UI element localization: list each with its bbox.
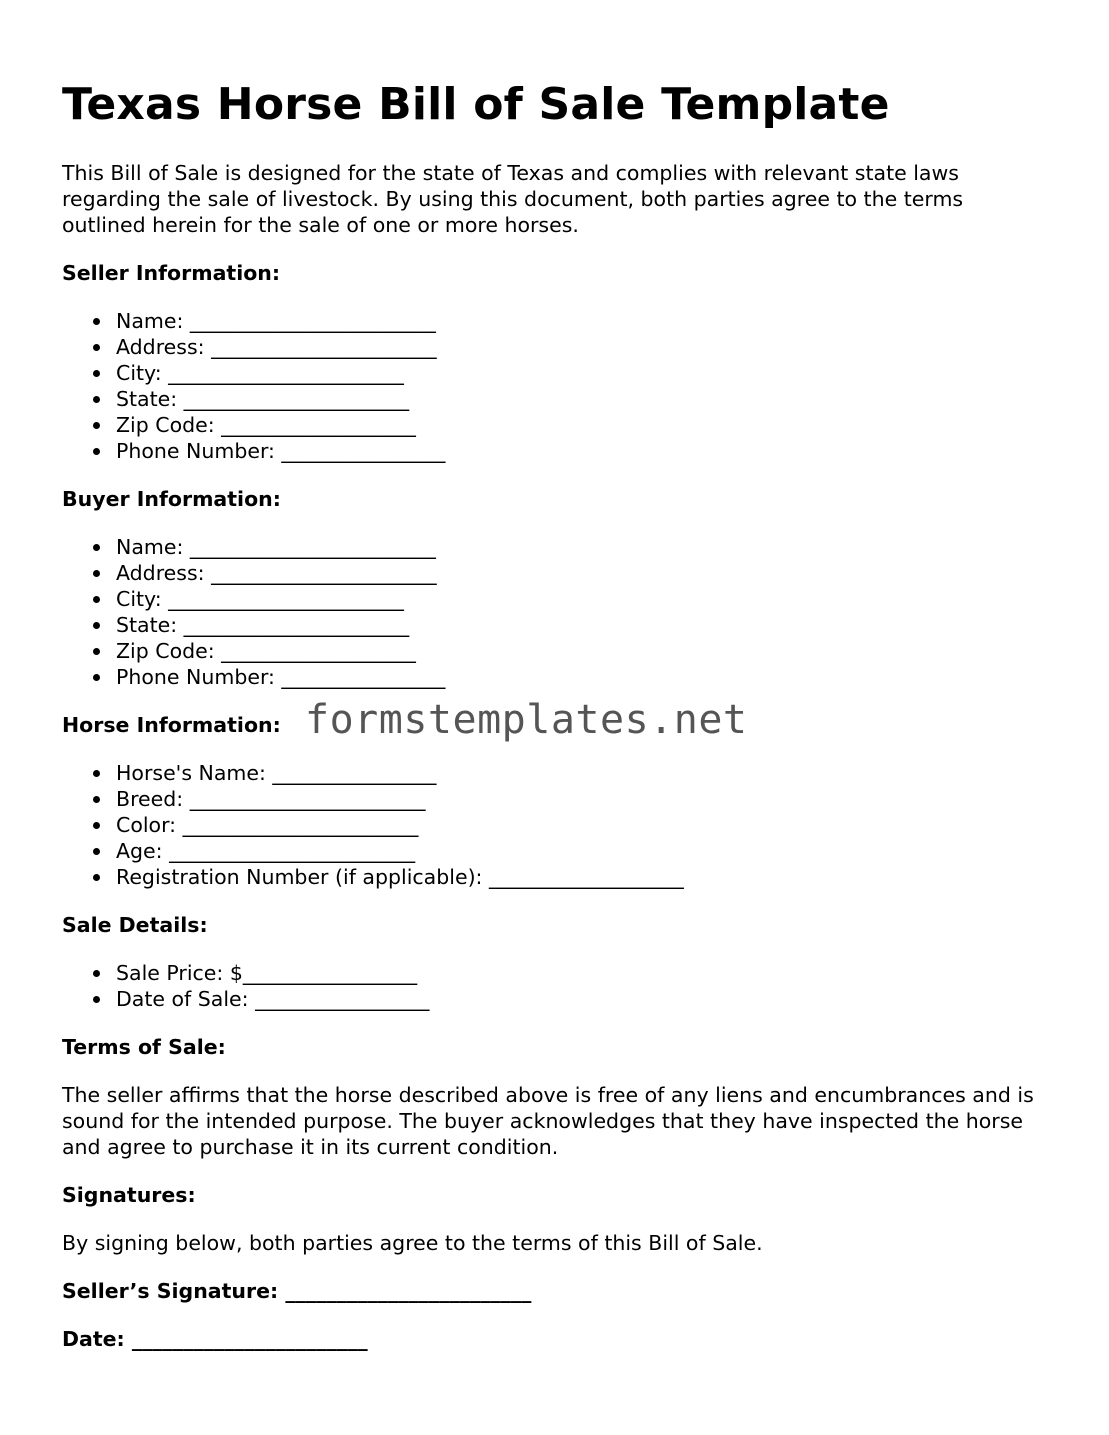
seller-name-field: Name: ________________________	[116, 308, 1052, 334]
buyer-city-field: City: _______________________	[116, 586, 1052, 612]
seller-fields	[62, 308, 1052, 464]
terms-heading: Terms of Sale:	[62, 1035, 226, 1059]
horse-color-field: Color: _______________________	[116, 812, 1052, 838]
buyer-state-field: State: ______________________	[116, 612, 1052, 638]
horse-fields	[62, 760, 1052, 890]
horse-registration-field: Registration Number (if applicable): ___________________	[116, 864, 1052, 890]
seller-heading: Seller Information:	[62, 261, 281, 285]
signatures-paragraph: By signing below, both parties agree to the terms of this Bill of Sale.	[62, 1231, 763, 1255]
buyer-fields	[62, 534, 1052, 690]
intro-paragraph: This Bill of Sale is designed for the state of Texas and complies with relevant state laws regarding the sale of livestock. By using this document, both parties agree to the terms outlined herein for the sale of one or more horses.	[62, 161, 964, 237]
document-title: Texas Horse Bill of Sale Template	[62, 79, 890, 130]
seller-address-field: Address: ______________________	[116, 334, 1052, 360]
sale-date-field: Date of Sale: _________________	[116, 986, 1052, 1012]
buyer-address-field: Address: ______________________	[116, 560, 1052, 586]
signatures-heading: Signatures:	[62, 1183, 196, 1207]
horse-heading: Horse Information:	[62, 713, 281, 737]
terms-paragraph: The seller affirms that the horse described above is free of any liens and encumbrances and is sound for the intended purpose. The buyer acknowledges that they have inspected the horse and agree to purchase it in its current condition.	[62, 1083, 1034, 1159]
buyer-phone-field: Phone Number: ________________	[116, 664, 1052, 690]
watermark-text: formstemplates.net	[305, 697, 748, 743]
seller-city-field: City: _______________________	[116, 360, 1052, 386]
sale-fields	[62, 960, 1052, 1012]
seller-phone-field: Phone Number: ________________	[116, 438, 1052, 464]
horse-name-field: Horse's Name: ________________	[116, 760, 1052, 786]
seller-zip-field: Zip Code: ___________________	[116, 412, 1052, 438]
sale-heading: Sale Details:	[62, 913, 208, 937]
signature-date-line: Date: _______________________	[62, 1327, 368, 1351]
seller-state-field: State: ______________________	[116, 386, 1052, 412]
horse-age-field: Age: ________________________	[116, 838, 1052, 864]
buyer-heading: Buyer Information:	[62, 487, 281, 511]
horse-breed-field: Breed: _______________________	[116, 786, 1052, 812]
sale-price-field: Sale Price: $_________________	[116, 960, 1052, 986]
buyer-zip-field: Zip Code: ___________________	[116, 638, 1052, 664]
seller-signature-line: Seller’s Signature: ________________________	[62, 1279, 532, 1303]
buyer-name-field: Name: ________________________	[116, 534, 1052, 560]
